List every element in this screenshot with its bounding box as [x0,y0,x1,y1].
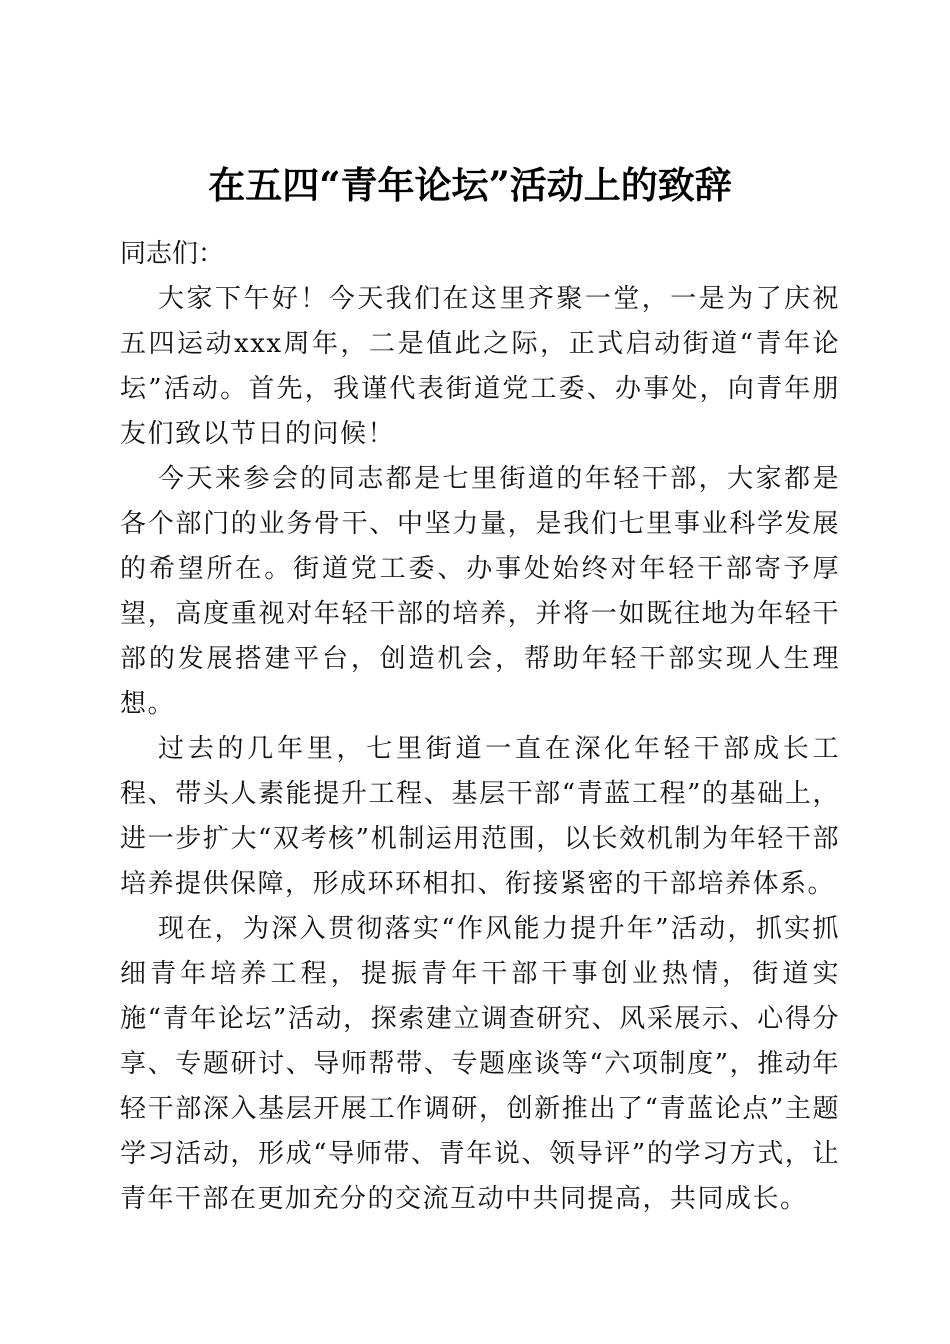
paragraph-greeting: 大家下午好！今天我们在这里齐聚一堂，一是为了庆祝五四运动xxx周年，二是值此之际，正式启动街道“青年论坛”活动。首先，我谨代表街道党工委、办事处，向青年朋友们致以节日的问候！ [120,284,840,449]
document-body [120,232,840,1222]
paragraph-young-cadres: 今天来参会的同志都是七里街道的年轻干部，大家都是各个部门的业务骨干、中坚力量，是我们七里事业科学发展的希望所在。街道党工委、办事处始终对年轻干部寄予厚望，高度重视对年轻干部的培养，并将一如既往地为年轻干部的发展搭建平台，创造机会，帮助年轻干部实现人生理想。 [120,464,840,719]
document-title: 在五四“青年论坛”活动上的致辞 [208,162,732,207]
paragraph-now: 现在，为深入贯彻落实“作风能力提升年”活动，抓实抓细青年培养工程，提振青年干部干事创业热情，街道实施“青年论坛”活动，探索建立调查研究、风采展示、心得分享、专题研讨、导师帮带、专题座谈等“六项制度”，推动年轻干部深入基层开展工作调研，创新推出了“青蓝论点”主题学习活动，形成“导师带、青年说、领导评”的学习方式，让青年干部在更加充分的交流互动中共同提高，共同成长。 [120,914,840,1214]
salutation: 同志们： [120,239,225,269]
paragraph-past-years: 过去的几年里，七里街道一直在深化年轻干部成长工程、带头人素能提升工程、基层干部“青蓝工程”的基础上，进一步扩大“双考核”机制运用范围，以长效机制为年轻干部培养提供保障，形成环环相扣、衔接紧密的干部培养体系。 [120,734,840,899]
